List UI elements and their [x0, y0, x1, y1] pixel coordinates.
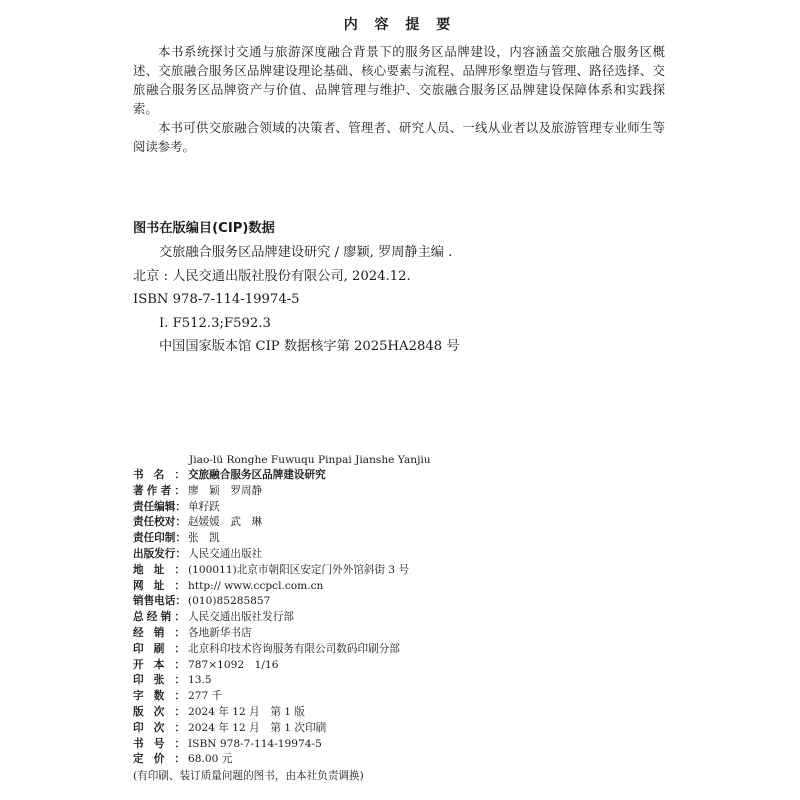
colophon-value: 68.00 元: [188, 753, 233, 766]
colophon-row: [133, 500, 693, 516]
colophon-value: 人民交通出版社发行部: [188, 611, 294, 624]
colophon-value: (010)85285857: [188, 595, 271, 608]
colophon-value: 张 凯: [188, 532, 220, 545]
label-char: 销售电话: [133, 595, 176, 608]
summary-paragraph: 本书系统探讨交通与旅游深度融合背景下的服务区品牌建设，内容涵盖交旅融合服务区概述、交旅融合服务区品牌建设理论基础、核心要素与流程、品牌形象塑造与管理、路径选择、交旅融合服务区品牌资产与价值、品牌管理与维护、交旅融合服务区品牌建设保障体系和实践探索。: [133, 44, 665, 116]
colophon-row: [133, 484, 693, 500]
label-char: 号: [153, 737, 165, 750]
label-char: 网: [133, 579, 144, 592]
colophon-row: [133, 594, 693, 610]
pinyin-title: Jiao-lü Ronghe Fuwuqu Pinpai Jianshe Yanjiu: [189, 454, 431, 466]
colophon-label: [133, 721, 185, 737]
label-char: 址: [153, 563, 165, 576]
colophon-value: (100011)北京市朝阳区安定门外外馆斜街 3 号: [188, 563, 410, 576]
colophon-row: [133, 658, 693, 674]
colophon-value: 277 千: [188, 690, 223, 703]
label-char: 销: [153, 626, 165, 639]
colophon-label: [133, 579, 185, 595]
label-char: 价: [153, 753, 165, 766]
colophon-row: [133, 689, 693, 705]
label-char: 印: [133, 674, 144, 687]
label-char: 定: [133, 753, 144, 766]
colophon-label: [133, 594, 185, 610]
colophon-label: [133, 547, 185, 563]
colophon-row: [133, 563, 693, 579]
colophon-label: [133, 484, 185, 500]
colophon-value: 13.5: [188, 674, 212, 687]
quality-note: (有印刷、装订质量问题的图书，由本社负责调换): [133, 770, 364, 783]
label-char: 次: [153, 721, 165, 734]
colophon-value: 2024 年 12 月 第 1 次印刷: [188, 721, 327, 734]
colophon-value: 廖 颖 罗周静: [188, 484, 263, 497]
label-colon: ：: [174, 705, 185, 718]
colophon-label: [133, 515, 185, 531]
colophon-row: [133, 515, 693, 531]
label-char: 地: [133, 563, 144, 576]
label-char: 责任编辑: [133, 500, 176, 513]
label-char: 书: [133, 469, 144, 481]
colophon-value: 2024 年 12 月 第 1 版: [188, 705, 305, 718]
label-char: 经: [146, 611, 158, 624]
colophon-row: [133, 531, 693, 547]
label-colon: ：: [174, 674, 185, 687]
label-colon: ：: [174, 753, 185, 766]
label-char: 刷: [153, 642, 165, 655]
colophon-value: 单籽跃: [188, 500, 220, 513]
label-char: 开: [133, 658, 144, 671]
label-char: 名: [153, 469, 165, 481]
cip-heading: 图书在版编目(CIP)数据: [133, 221, 275, 236]
colophon-value: 787×1092 1/16: [188, 658, 279, 671]
colophon-value: 北京科印技术咨询服务有限公司数码印刷分部: [188, 642, 400, 655]
colophon-row: [133, 579, 693, 595]
colophon-label: [133, 468, 185, 484]
label-char: 责任印制: [133, 532, 176, 545]
colophon-row: [133, 721, 693, 737]
label-colon: ：: [174, 737, 185, 750]
label-char: 版: [133, 705, 144, 718]
label-colon: ：: [175, 500, 186, 513]
colophon-label: [133, 626, 185, 642]
label-char: 数: [153, 690, 165, 703]
label-char: 张: [153, 674, 165, 687]
colophon-value: 人民交通出版社: [188, 547, 263, 560]
colophon-row: [133, 610, 693, 626]
colophon-row: [133, 705, 693, 721]
label-colon: ：: [174, 611, 185, 624]
colophon-label: [133, 658, 185, 674]
colophon-row: [133, 642, 693, 658]
label-char: 本: [153, 658, 165, 671]
label-colon: ：: [175, 532, 186, 545]
label-char: 次: [153, 705, 165, 718]
colophon-value: http:// www.ccpcl.com.cn: [188, 579, 324, 592]
colophon-value: 各地新华书店: [188, 626, 252, 639]
colophon-label: [133, 752, 185, 768]
colophon-value: 赵媛媛 武 琳: [188, 516, 263, 529]
colophon-label: [133, 563, 185, 579]
label-char: 书: [133, 737, 144, 750]
cip-verify-line: 中国国家版本馆 CIP 数据核字第 2025HA2848 号: [159, 339, 460, 354]
label-char: 印: [133, 642, 144, 655]
cip-isbn-line: ISBN 978-7-114-19974-5: [133, 292, 300, 307]
label-colon: ：: [175, 595, 186, 608]
label-colon: ：: [174, 721, 185, 734]
colophon-label: [133, 673, 185, 689]
label-colon: ：: [174, 563, 185, 576]
colophon-label: [133, 500, 185, 516]
colophon-row: [133, 737, 693, 753]
label-char: 经: [133, 626, 144, 639]
colophon: [133, 452, 693, 784]
label-char: 者: [160, 484, 172, 497]
label-colon: ：: [175, 547, 186, 560]
label-char: 责任校对: [133, 516, 176, 529]
label-colon: ：: [174, 690, 185, 703]
colophon-row: [133, 468, 693, 484]
colophon-value: ISBN 978-7-114-19974-5: [188, 737, 322, 750]
cip-block: [133, 217, 665, 359]
colophon-row: [133, 752, 693, 768]
label-char: 销: [160, 611, 172, 624]
summary-title: 内 容 提 要: [343, 17, 457, 33]
label-colon: ：: [174, 626, 185, 639]
label-char: 著: [133, 484, 144, 497]
cip-class-line: Ⅰ. F512.3;F592.3: [159, 315, 271, 331]
summary-paragraph: 本书可供交旅融合领域的决策者、管理者、研究人员、一线从业者以及旅游管理专业师生等阅读参考。: [133, 120, 665, 154]
label-char: 字: [133, 690, 144, 703]
label-char: 印: [133, 721, 144, 734]
cip-title-line: 交旅融合服务区品牌建设研究 / 廖颖, 罗周静主编 .: [159, 245, 453, 260]
colophon-row: [133, 626, 693, 642]
colophon-label: [133, 689, 185, 705]
colophon-rows: [133, 468, 693, 768]
colophon-label: [133, 642, 185, 658]
label-colon: ：: [174, 484, 185, 497]
label-char: 址: [153, 579, 165, 592]
label-colon: ：: [175, 516, 186, 529]
colophon-label: [133, 610, 185, 626]
colophon-value: 交旅融合服务区品牌建设研究: [188, 469, 326, 481]
colophon-label: [133, 705, 185, 721]
label-char: 作: [146, 484, 158, 497]
label-colon: ：: [174, 579, 185, 592]
colophon-row: [133, 673, 693, 689]
label-colon: ：: [174, 469, 185, 481]
colophon-label: [133, 531, 185, 547]
label-colon: ：: [174, 658, 185, 671]
cip-publisher-line: 北京 : 人民交通出版社股份有限公司, 2024.12.: [133, 268, 411, 284]
label-char: 出版发行: [133, 547, 176, 560]
colophon-row: [133, 547, 693, 563]
label-char: 总: [133, 611, 144, 624]
summary-body: [133, 42, 665, 156]
colophon-label: [133, 737, 185, 753]
label-colon: ：: [174, 642, 185, 655]
